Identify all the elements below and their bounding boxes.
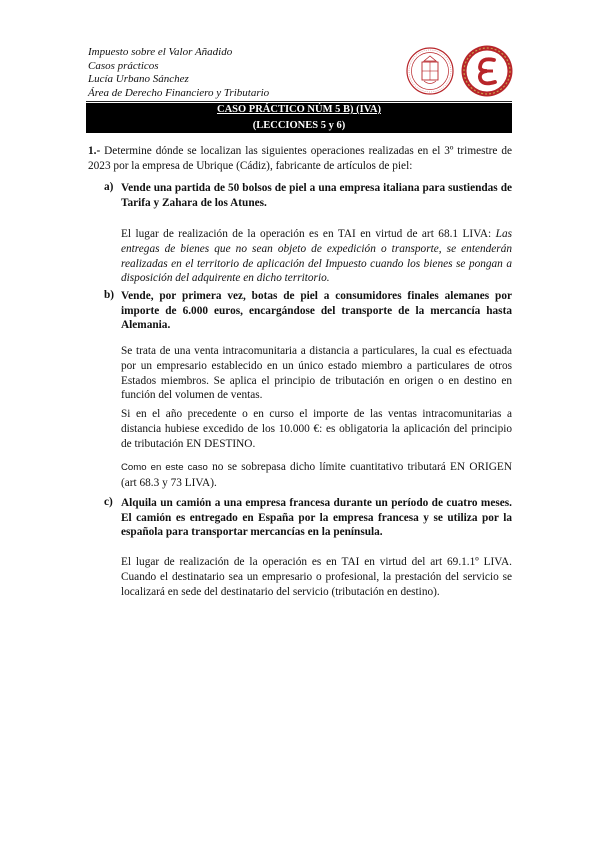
- document-header: [88, 46, 269, 100]
- header-author: Lucía Urbano Sánchez: [88, 73, 189, 86]
- item-a-label: a): [104, 181, 114, 193]
- intro-text: Determine dónde se localizan las siguientes operaciones realizadas en el 3º trimestre de 2023 por la empresa de Ubrique (Cádiz), fabricante de artículos de piel:: [88, 145, 512, 172]
- item-b-answer-p2: Si en el año precedente o en curso el importe de las ventas intracomunitarias a distancia hubiese excedido de los 10.000 €: es obligatoria la aplicación del principio de tributación EN DESTINO.: [121, 408, 512, 450]
- item-c-answer: El lugar de realización de la operación es en TAI en virtud del art 69.1.1º LIVA. Cuando el destinatario sea un empresario o profesional, la prestación del servicio se localizará en sede del destinatario del servicio (tributación en destino).: [121, 556, 512, 598]
- item-b-p3-rest: no se sobrepasa dicho límite cuantitativo tributará EN ORIGEN (art 68.3 y 73 LIVA).: [121, 461, 512, 489]
- header-divider: [86, 101, 512, 102]
- item-c-label: c): [104, 496, 113, 508]
- item-a-question: Vende una partida de 50 bolsos de piel a una empresa italiana para sustiendas de Tarifa y Zahara de los Atunes.: [121, 182, 512, 209]
- case-subtitle: (LECCIONES 5 y 6): [252, 120, 346, 131]
- case-title: CASO PRÁCTICO NÚM 5 B) (IVA): [216, 104, 382, 115]
- intro-number: 1.-: [88, 145, 101, 157]
- item-b-question: Vende, por primera vez, botas de piel a consumidores finales alemanes por importe de 6.000 euros, encargándose del transporte de la mercancía hasta Alemania.: [121, 290, 512, 332]
- item-b-answer-p3: [121, 460, 512, 491]
- header-area: Área de Derecho Financiero y Tributario: [88, 86, 270, 99]
- header-type: Casos prácticos: [88, 59, 159, 72]
- university-seal-icon: [405, 45, 455, 97]
- item-a-law-quote: Las entregas de bienes que no sean objeto de expedición o transporte, se entenderán realizadas en el territorio de aplicación del Impuesto cuando los bienes se pongan a disposición del adquirente en dicho territorio.: [121, 228, 512, 285]
- intro-paragraph: [88, 144, 512, 174]
- item-b-p3-lead: Como en este caso: [121, 462, 208, 473]
- item-c-question: Alquila un camión a una empresa francesa durante un período de cuatro meses. El camión es entregado en España por la empresa francesa y se utiliza por la española para transportar mercancías en la península.: [121, 497, 512, 539]
- faculty-emblem-icon: [460, 43, 514, 99]
- case-title-box: [86, 103, 512, 133]
- header-subject: Impuesto sobre el Valor Añadido: [88, 46, 233, 58]
- item-a-answer-text: El lugar de realización de la operación es en TAI en virtud de art 68.1 LIVA:: [121, 228, 496, 240]
- item-b-label: b): [104, 289, 115, 301]
- item-a-answer: [121, 227, 512, 286]
- item-b-answer-p1: Se trata de una venta intracomunitaria a distancia a particulares, la cual es efectuada por un empresario establecido en un único estado miembro a particulares de otros Estados miembros. Se aplica el principio de tributación en origen o en destino en función del volumen de ventas.: [121, 345, 512, 402]
